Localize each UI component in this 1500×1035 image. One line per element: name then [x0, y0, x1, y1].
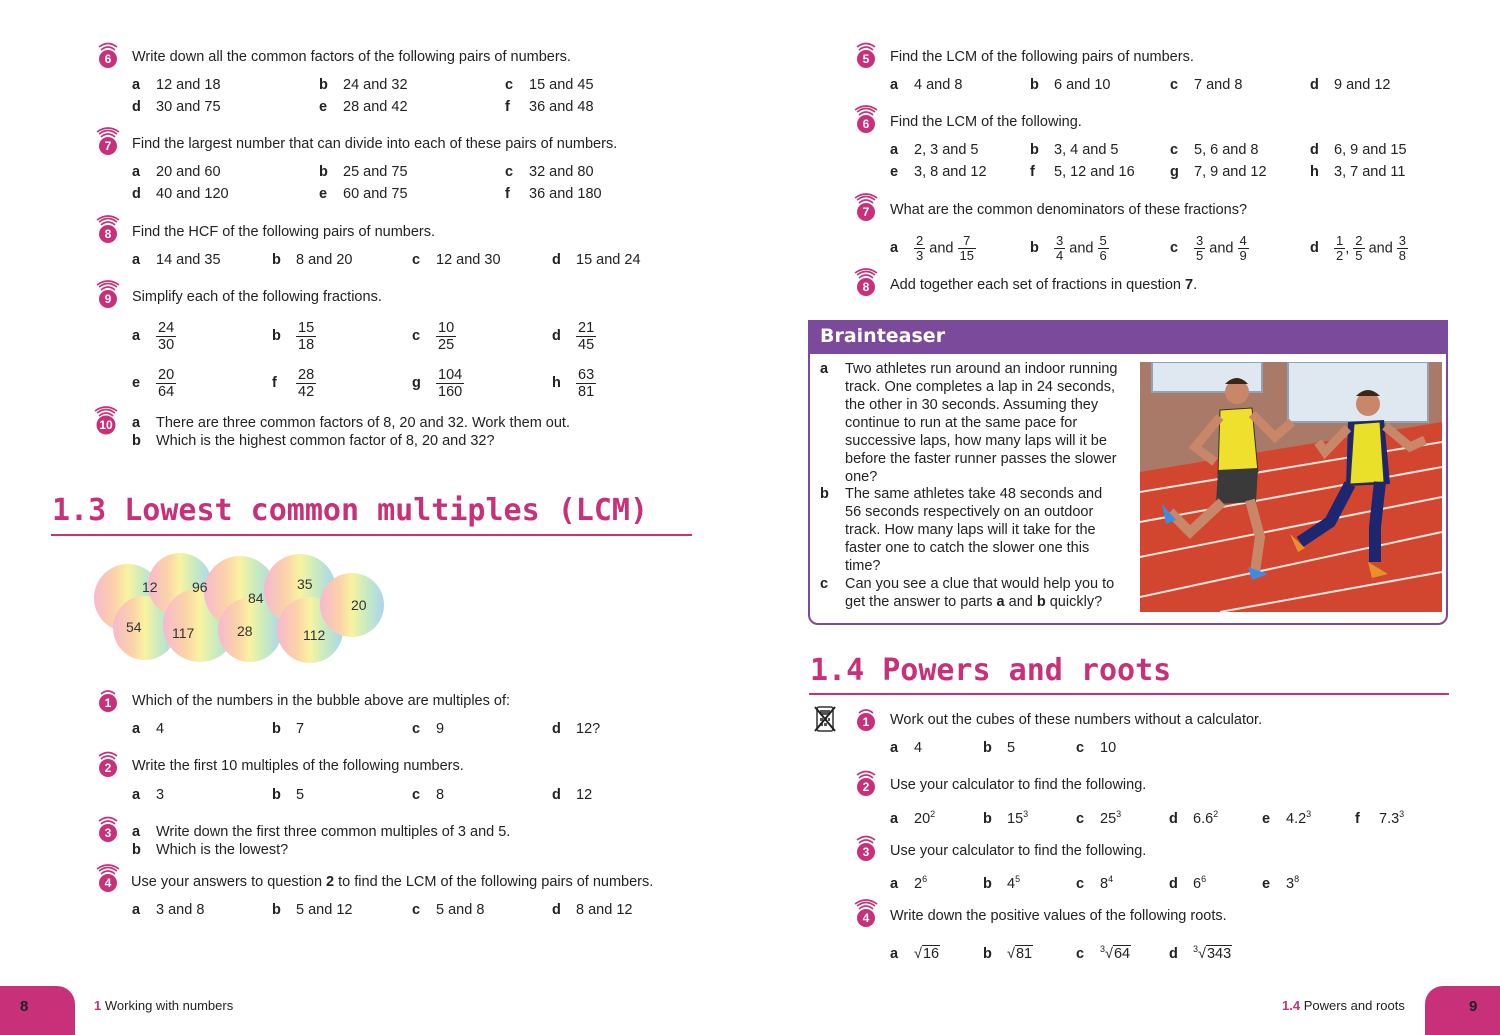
answer-item: a 3 — [132, 787, 165, 803]
answer-item: b 3, 4 and 5 — [1030, 142, 1119, 158]
answer-item: c 8 — [412, 787, 445, 803]
question-badge — [96, 280, 120, 310]
question-number: 6 — [104, 52, 112, 66]
fraction-item: d $\frac{1}{2}$ , $\frac{2}{5}$ and $\frac{3}{8}$ — [1310, 233, 1407, 263]
question-badge — [854, 899, 878, 929]
answer-item: c 10 — [1076, 740, 1117, 756]
answer-item: f $7.3^3$ — [1355, 809, 1405, 827]
question-number: 4 — [862, 911, 870, 925]
question-text: Work out the cubes of these numbers without a calculator. — [890, 712, 1263, 728]
answer-item: c 5 and 8 — [412, 902, 485, 918]
bubble-number: 28 — [237, 623, 253, 639]
question-badge — [96, 864, 120, 894]
section-rule — [51, 534, 692, 536]
answer-item: d 8 and 12 — [552, 902, 633, 918]
answer-item: b Which is the lowest? — [132, 842, 289, 858]
answer-item: e $4.2^3$ — [1262, 809, 1312, 827]
question-badge — [854, 193, 878, 223]
brainteaser-part-a: a Two athletes run around an indoor running track. One completes a lap in 24 seconds, the other in 30 seconds. Assuming they continue to run at the same pace for successive laps, how many laps will it be before the faster runner passes the slower one? — [820, 361, 1118, 485]
answer-item: a 20 and 60 — [132, 164, 221, 180]
section-title: 1.4 Powers and roots — [810, 653, 1172, 688]
question-text: Find the largest number that can divide into each of these pairs of numbers. — [132, 136, 618, 152]
question-number: 7 — [862, 205, 870, 219]
fraction-item: d $\frac{21}{45}$ — [552, 320, 595, 353]
answer-item: d 9 and 12 — [1310, 77, 1391, 93]
brainteaser-part-b: b The same athletes take 48 seconds and 56 seconds respectively on an outdoor track. How many laps will it take for the faster one to catch the slower one this time? — [820, 486, 1103, 574]
question-badge — [96, 127, 120, 157]
answer-item: b Which is the highest common factor of 8, 20 and 32? — [132, 433, 495, 449]
answer-item: b 5 — [272, 787, 305, 803]
page-number-tab — [1425, 986, 1500, 1035]
answer-item: a 3 and 8 — [132, 902, 205, 918]
question-number: 1 — [104, 696, 112, 710]
question-number: 8 — [104, 227, 112, 241]
answer-item: b 25 and 75 — [319, 164, 408, 180]
answer-item: f 36 and 180 — [505, 186, 602, 202]
answer-item: f 5, 12 and 16 — [1030, 164, 1135, 180]
answer-item: c 12 and 30 — [412, 252, 501, 268]
answer-item: d 12? — [552, 721, 601, 737]
fraction-item: a $\frac{2}{3}$ and $\frac{7}{15}$ — [890, 233, 974, 263]
answer-item: c 9 — [412, 721, 445, 737]
answer-item: a 12 and 18 — [132, 77, 221, 93]
runners-illustration — [1140, 362, 1442, 612]
answer-item: b 7 — [272, 721, 305, 737]
fraction-item: c $\frac{10}{25}$ — [412, 320, 455, 353]
answer-item: c 5, 6 and 8 — [1170, 142, 1259, 158]
answer-item: d 15 and 24 — [552, 252, 641, 268]
question-text: Use your calculator to find the following. — [890, 843, 1147, 859]
question-badge — [96, 40, 120, 70]
question-number: 7 — [104, 139, 112, 153]
answer-item: a 2, 3 and 5 — [890, 142, 979, 158]
answer-item: b 5 and 12 — [272, 902, 353, 918]
question-text: Find the HCF of the following pairs of numbers. — [132, 224, 436, 240]
question-text: What are the common denominators of these fractions? — [890, 202, 1248, 218]
fraction-item: a $\frac{24}{30}$ — [132, 320, 175, 353]
answer-item: c 7 and 8 — [1170, 77, 1243, 93]
section-title: 1.3 Lowest common multiples (LCM) — [52, 493, 649, 528]
question-badge — [96, 749, 120, 779]
answer-item: e 3, 8 and 12 — [890, 164, 987, 180]
answer-item: a Write down the first three common multiples of 3 and 5. — [132, 824, 511, 840]
fraction-item: e $\frac{20}{64}$ — [132, 367, 175, 400]
section-footer: 1.4 Powers and roots — [1282, 998, 1405, 1013]
answer-item: b √81 — [983, 945, 1033, 962]
fraction-item: f $\frac{28}{42}$ — [272, 367, 315, 400]
bubble-number: 96 — [192, 579, 208, 595]
answer-item: e $3^8$ — [1262, 874, 1300, 892]
brainteaser-part-c: c Can you see a clue that would help you to get the answer to parts a and b quickly? — [820, 576, 1115, 610]
answer-item: d $^3$√343 — [1169, 944, 1232, 962]
page-number-tab — [0, 986, 75, 1035]
fraction-item: b $\frac{15}{18}$ — [272, 320, 315, 353]
answer-item: h 3, 7 and 11 — [1310, 164, 1406, 180]
question-number: 3 — [862, 845, 870, 859]
question-text: Find the LCM of the following. — [890, 114, 1082, 130]
question-badge — [854, 105, 878, 135]
question-badge — [93, 406, 119, 436]
question-number: 5 — [862, 52, 870, 66]
brainteaser-title: Brainteaser — [820, 325, 946, 347]
question-number: 2 — [862, 780, 870, 794]
fraction-item: g $\frac{104}{160}$ — [412, 367, 463, 400]
question-text: Write down all the common factors of the following pairs of numbers. — [132, 49, 571, 65]
question-badge — [854, 40, 878, 70]
question-badge — [854, 833, 878, 863]
question-text: Use your answers to question 2 to find the LCM of the following pairs of numbers. — [131, 874, 654, 890]
section-rule — [809, 693, 1449, 695]
answer-item: b 24 and 32 — [319, 77, 408, 93]
answer-item: a $20^2$ — [890, 809, 936, 827]
question-number: 6 — [862, 117, 870, 131]
fraction-item: b $\frac{3}{4}$ and $\frac{5}{6}$ — [1030, 233, 1107, 263]
question-badge — [96, 215, 120, 245]
bubble-number: 112 — [303, 627, 326, 643]
answer-item: d 40 and 120 — [132, 186, 229, 202]
question-number: 9 — [104, 292, 112, 306]
answer-item: a $2^6$ — [890, 874, 928, 892]
question-number: 2 — [104, 761, 112, 775]
answer-item: a 4 — [890, 740, 923, 756]
no-calculator-icon — [814, 706, 836, 732]
question-text: Write down the positive values of the following roots. — [890, 908, 1227, 924]
question-text: Which of the numbers in the bubble above are multiples of: — [132, 693, 511, 709]
question-badge — [854, 768, 878, 798]
question-badge — [854, 268, 878, 298]
question-text: Use your calculator to find the following. — [890, 777, 1147, 793]
answer-item: d $6.6^2$ — [1169, 809, 1219, 827]
answer-item: e 60 and 75 — [319, 186, 408, 202]
answer-item: b 6 and 10 — [1030, 77, 1111, 93]
fraction-item: h $\frac{63}{81}$ — [552, 367, 595, 400]
question-badge — [854, 703, 878, 733]
bubble-number: 117 — [172, 625, 195, 641]
answer-item: e 28 and 42 — [319, 99, 408, 115]
bubble-number: 84 — [248, 590, 264, 606]
question-number: 10 — [99, 418, 113, 432]
question-number: 3 — [104, 826, 112, 840]
answer-item: b $4^5$ — [983, 874, 1021, 892]
answer-item: a √16 — [890, 945, 940, 962]
answer-item: a There are three common factors of 8, 20 and 32. Work them out. — [132, 415, 570, 431]
answer-item: f 36 and 48 — [505, 99, 594, 115]
answer-item: c $25^3$ — [1076, 809, 1122, 827]
fraction-item: c $\frac{3}{5}$ and $\frac{4}{9}$ — [1170, 233, 1247, 263]
answer-item: a 14 and 35 — [132, 252, 221, 268]
answer-item: b $15^3$ — [983, 809, 1029, 827]
answer-item: g 7, 9 and 12 — [1170, 164, 1267, 180]
answer-item: c $8^4$ — [1076, 874, 1114, 892]
question-badge — [96, 684, 120, 714]
answer-item: a 4 and 8 — [890, 77, 963, 93]
answer-item: d 6, 9 and 15 — [1310, 142, 1407, 158]
page-number: 9 — [1469, 998, 1478, 1015]
bubble-number: 12 — [142, 579, 158, 595]
answer-item: d 30 and 75 — [132, 99, 221, 115]
bubble-number: 20 — [351, 597, 367, 613]
page-number: 8 — [20, 998, 29, 1015]
answer-item: c $^3$√64 — [1076, 944, 1131, 962]
chapter-footer: 1 Working with numbers — [94, 998, 234, 1013]
question-badge — [96, 814, 120, 844]
answer-item: c 32 and 80 — [505, 164, 594, 180]
question-number: 8 — [862, 280, 870, 294]
question-number: 4 — [104, 876, 112, 890]
question-text: Simplify each of the following fractions. — [132, 289, 382, 305]
question-number: 1 — [862, 715, 870, 729]
question-text: Add together each set of fractions in question 7. — [890, 277, 1198, 293]
answer-item: b 8 and 20 — [272, 252, 353, 268]
answer-item: b 5 — [983, 740, 1016, 756]
answer-item: c 15 and 45 — [505, 77, 594, 93]
question-text: Write the first 10 multiples of the following numbers. — [132, 758, 464, 774]
number-bubble — [90, 550, 390, 665]
answer-item: d 12 — [552, 787, 593, 803]
bubble-number: 54 — [126, 619, 142, 635]
answer-item: d $6^6$ — [1169, 874, 1207, 892]
bubble-number: 35 — [297, 576, 313, 592]
answer-item: a 4 — [132, 721, 165, 737]
question-text: Find the LCM of the following pairs of numbers. — [890, 49, 1194, 65]
